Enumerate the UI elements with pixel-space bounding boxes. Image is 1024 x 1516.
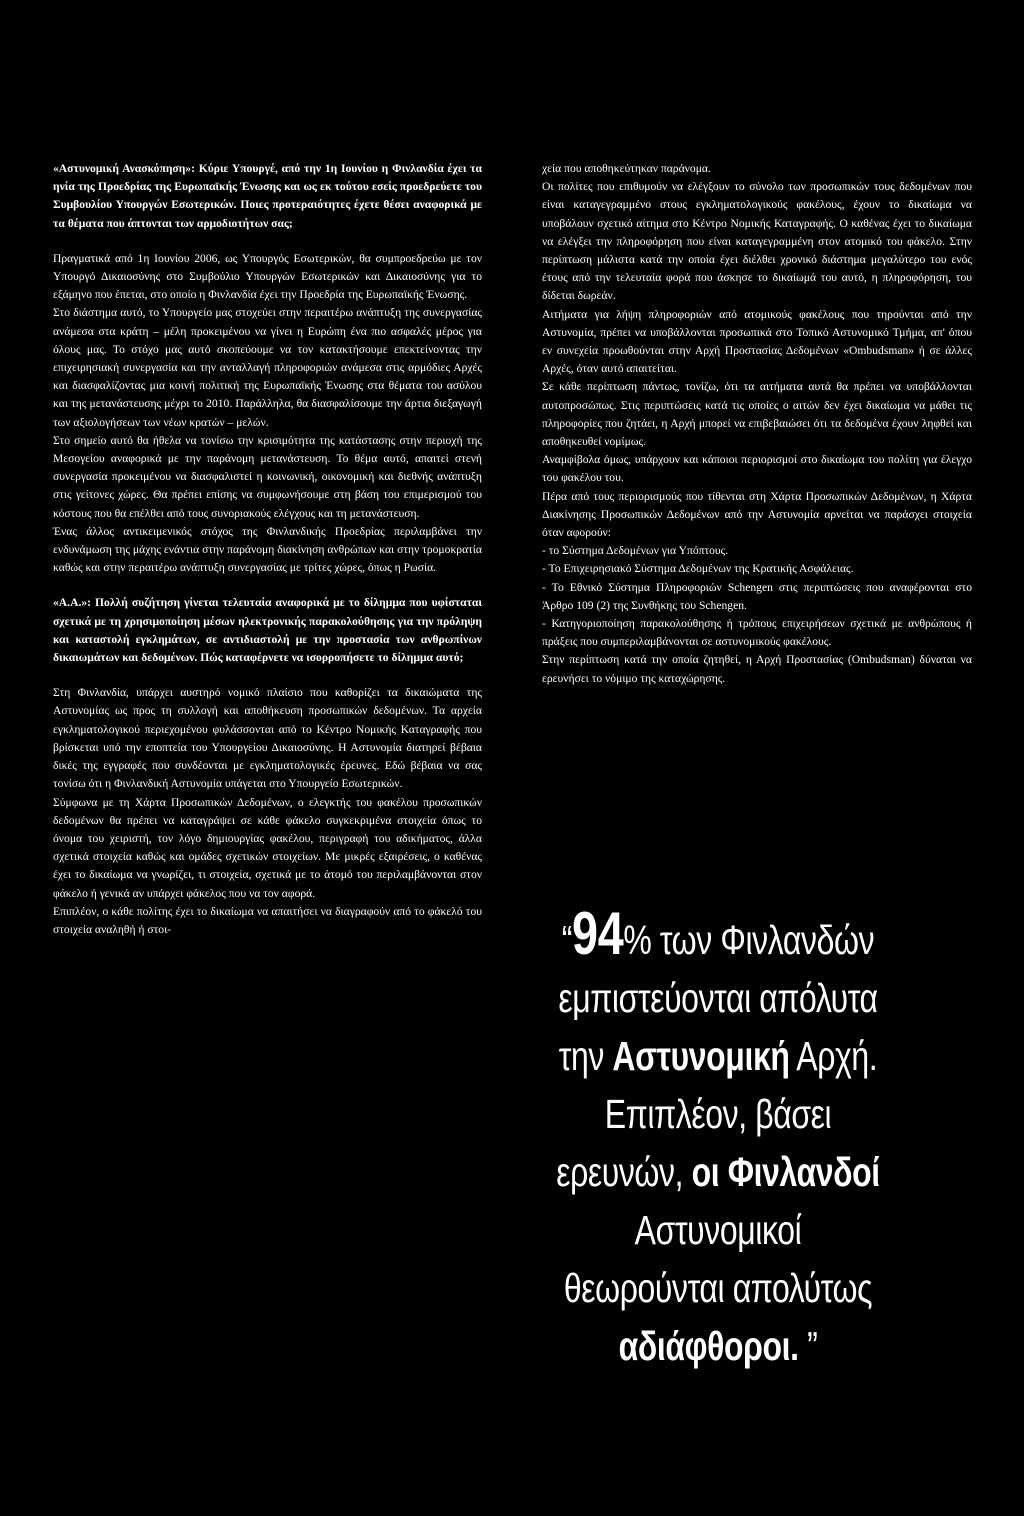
answer-2-paragraph-1: Στη Φινλανδία, υπάρχει αυστηρό νομικό πλαίσιο που καθορίζει τα δικαιώματα της Αστυνομίας ως προς τη συλλογή και αποθήκευση προσωπικών δεδομένων. Τα αρχεία εγκληματολογικού περιεχομένου φυλάσσονται από το Κέντρο Νομικής Καταγραφής που βρίσκεται υπό την εποπτεία του Υπουργείου Δικαιοσύνης. Η Αστυνομία διατηρεί βέβαια δικές της εγγραφές που συνδέονται με εγκληματολογικές έρευνες. Εδώ βέβαια να σας τονίσω ότι η Φινλανδική Αστυνομία υπάγεται στο Υπουργείο Εσωτερικών. bbox=[53, 686, 482, 791]
right-list-item-4: - Κατηγοριοποίηση παρακολούθησης ή τρόπους επιχειρήσεων σχετικά με ανθρώπους ή πράξεις που συμπεριλαμβάνονται σε αστυνομικούς φακέλους. bbox=[542, 617, 972, 649]
pull-quote-line-3-bold: Αστυνομική bbox=[612, 1033, 790, 1079]
question-2-text: Πολλή συζήτηση γίνεται τελευταία αναφορικά με το δίλημμα που υφίσταται σχετικά με τη χρησιμοποίηση μέσων ηλεκτρονικής παρακολούθησης για την πρόληψη και καταστολή εγκλημάτων, σε αντιδιαστολή με την προστασία των ανθρωπίνων δικαιωμάτων και δεδομένων. Πώς καταφέρνετε να ισορροπήσετε το δίλημμα αυτό; bbox=[53, 596, 482, 665]
pull-quote-line-3 bbox=[507, 1027, 928, 1085]
open-quote-mark: “ bbox=[561, 917, 573, 963]
right-column bbox=[542, 160, 972, 688]
pull-quote-line-1 bbox=[507, 900, 928, 969]
answer-1-paragraph-4: Ένας άλλος αντικειμενικός στόχος της Φινλανδικής Προεδρίας περιλαμβάνει την ενδυνάμωση της μάχης ενάντια στην παράνομη διακίνηση ανθρώπων και στην τρομοκρατία καθώς και στην περαιτέρω ανάπτυξη συνεργασίας με τρίτες χώρες, όπως η Ρωσία. bbox=[53, 524, 482, 575]
pull-quote-line-5-pre: ερευνών, bbox=[556, 1149, 692, 1195]
pull-quote-line-4: Επιπλέον, βάσει bbox=[604, 1091, 832, 1137]
answer-1-paragraph-2: Στο διάστημα αυτό, το Υπουργείο μας στοχεύει στην περαιτέρω ανάπτυξη της συνεργασίας ανάμεσα στα κράτη – μέλη προκειμένου να γίνει η Ευρώπη ένα πιο ασφαλές μέρος για όλους μας. Το στόχο μας αυτό σκοπεύουμε να τον κατακτήσουμε επεκτείνοντας την επιχειρησιακή συνεργασία και την ανταλλαγή πληροφοριών ανάμεσα στις αρμόδιες Αρχές και διασφαλίζοντας μια κοινή πολιτική της Ευρωπαϊκής Ένωσης στα θέματα του ασύλου και της μετανάστευσης μέχρι το 2010. Παράλληλα, θα διασφαλίσουμε την άρτια διεξαγωγή των αξιολογήσεων των νέων κρατών – μελών. bbox=[53, 306, 482, 429]
right-list-item-1: - το Σύστημα Δεδομένων για Υπόπτους. bbox=[542, 544, 729, 558]
answer-1-paragraph-3: Στο σημείο αυτό θα ήθελα να τονίσω την κρισιμότητα της κατάστασης στην περιοχή της Μεσογείου αναφορικά με την παράνομη μετανάστευση. Το θέμα αυτό, απαιτεί στενή συνεργασία προκειμένου να διασφαλιστεί η κοινωνική, οικονομική και διεθνής ανάπτυξη στις γείτονες χώρες. Θα πρέπει επίσης να συμφωνήσουμε στη βάση του επιμερισμού του κόστους που θα επέλθει από τους συνοριακούς ελέγχους και τη μετανάστευση. bbox=[53, 433, 482, 520]
pull-quote-line-5 bbox=[507, 1143, 928, 1201]
pull-quote-line-8 bbox=[507, 1317, 928, 1375]
pull-quote-line-7: θεωρούνται απολύτως bbox=[563, 1265, 873, 1311]
right-paragraph-5: Αναμφίβολα όμως, υπάρχουν και κάποιοι περιορισμοί στο δικαίωμα του πολίτη για έλεγχο του φακέλου του. bbox=[542, 453, 972, 485]
pull-quote-line-5-bold: οι Φινλανδοί bbox=[691, 1149, 880, 1195]
pull-quote bbox=[507, 900, 928, 1375]
right-paragraph-2: Οι πολίτες που επιθυμούν να ελέγξουν το σύνολο των προσωπικών τους δεδομένων που είναι καταγεγραμμένο στους εγκληματολογικούς φακέλους, έχουν το δικαίωμα να υποβάλουν σχετικό αίτημα στο Κέντρο Νομικής Καταγραφής. Ο καθένας έχει το δικαίωμα να ελέγξει την πληροφόρηση που είναι καταγεγραμμένη στον ατομικό του φάκελο. Στην περίπτωση μάλιστα κατά την οποία έχει διέλθει χρονικό διάστημα μεγαλύτερο του ενός έτους από την τελευταία φορά που άσκησε το δικαίωμά του αυτό, η πληροφόρηση, του δίδεται δωρεάν. bbox=[542, 180, 972, 303]
right-list-item-2: - Το Επιχειρησιακό Σύστημα Δεδομένων της Κρατικής Ασφάλειας. bbox=[542, 562, 854, 576]
pull-quote-line-1-text: % των Φινλανδών bbox=[623, 917, 875, 963]
pull-quote-line-3-pre: την bbox=[558, 1033, 613, 1079]
pull-quote-line-8-bold: αδιάφθοροι. bbox=[618, 1323, 799, 1369]
left-column bbox=[53, 160, 482, 939]
right-paragraph-3: Αιτήματα για λήψη πληροφοριών από ατομικούς φακέλους που τηρούνται από την Αστυνομία, πρέπει να υποβάλλονται προσωπικά στο Τοπικό Αστυνομικό Τμήμα, απ' όπου εν συνεχεία προωθούνται στην Αρχή Προστασίας Δεδομένων «Ombudsman» ή σε άλλες Αρχές, όταν αυτό απαιτείται. bbox=[542, 307, 972, 376]
right-paragraph-7: Στην περίπτωση κατά την οποία ζητηθεί, η Αρχή Προστασίας (Ombudsman) δύναται να ερευνήσει το νόμιμο της καταχώρησης. bbox=[542, 653, 972, 685]
pull-quote-line-2: εμπιστεύονται απόλυτα bbox=[558, 975, 878, 1021]
question-2-label: «Α.Α.»: bbox=[53, 596, 91, 610]
right-paragraph-6: Πέρα από τους περιορισμούς που τίθενται στη Χάρτα Προσωπικών Δεδομένων, η Χάρτα Διακίνησης Προσωπικών Δεδομένων από την Αστυνομία αρνείται να παράσχει στοιχεία όταν αφορούν: bbox=[542, 489, 972, 540]
question-2 bbox=[53, 594, 482, 667]
pull-quote-line-3-post: Αρχή. bbox=[789, 1033, 878, 1079]
close-quote-mark: ” bbox=[798, 1323, 818, 1369]
right-list-item-3: - Το Εθνικό Σύστημα Πληροφοριών Schengen στις περιπτώσεις που αναφέρονται στο Άρθρο 109 (2) της Συνθήκης του Schengen. bbox=[542, 580, 972, 612]
answer-1-paragraph-1: Πραγματικά από 1η Ιουνίου 2006, ως Υπουργός Εσωτερικών, θα συμπροεδρεύω με τον Υπουργό Δικαιοσύνης στο Συμβούλιο Υπουργών Εσωτερικών και Δικαιοσύνης για το εξάμηνο που έπεται, στο οποίο η Φινλανδία έχει την Προεδρία της Ευρωπαϊκής Ένωσης. bbox=[53, 251, 482, 302]
answer-2-paragraph-2: Σύμφωνα με τη Χάρτα Προσωπικών Δεδομένων, ο ελεγκτής του φακέλου προσωπικών δεδομένων θα πρέπει να καταγράψει σε κάθε φάκελο συγκεκριμένα στοιχεία όπως το όνομα του χειριστή, τον λόγο δημιουργίας φακέλου, περιγραφή του αδικήματος, άλλα σχετικά στοιχεία καθώς και ομάδες σχετικών στοιχείων. Με μικρές εξαιρέσεις, ο καθένας έχει το δικαίωμα να γνωρίζει, τι στοιχεία, σχετικά με το άτομό του περιλαμβάνονται στον φάκελο ή γενικά αν υπάρχει φάκελος που να τον αφορά. bbox=[53, 795, 482, 900]
right-paragraph-4: Σε κάθε περίπτωση πάντως, τονίζω, ότι τα αιτήματα αυτά θα πρέπει να υποβάλλονται αυτοπροσώπως. Στις περιπτώσεις κατά τις οποίες ο αιτών δεν έχει δικαίωμα να μάθει τις πληροφορίες που ζητάει, η Αρχή μπορεί να επιβεβαιώσει ότι τα δεδομένα έχουν ληφθεί και αποθηκευθεί νομίμως. bbox=[542, 380, 972, 449]
pull-quote-figure: 94 bbox=[572, 900, 624, 967]
right-paragraph-1: χεία που αποθηκεύτηκαν παράνομα. bbox=[542, 162, 711, 175]
pull-quote-line-6: Αστυνομικοί bbox=[634, 1207, 802, 1253]
question-1: «Αστυνομική Ανασκόπηση»: Κύριε Υπουργέ, από την 1η Ιουνίου η Φινλανδία έχει τα ηνία της Προεδρίας της Ευρωπαϊκής Ένωσης και ως εκ τούτου εσείς προεδρεύετε του Συμβουλίου Υπουργών Εσωτερικών. Ποιες προτεραιότητες έχετε θέσει αναφορικά με τα θέματα που άπτονται των αρμοδιοτήτων σας; bbox=[53, 162, 482, 230]
answer-2-paragraph-3: Επιπλέον, ο κάθε πολίτης έχει το δικαίωμα να απαιτήσει να διαγραφούν από το φάκελό του στοιχεία αναληθή ή στοι- bbox=[53, 904, 482, 936]
